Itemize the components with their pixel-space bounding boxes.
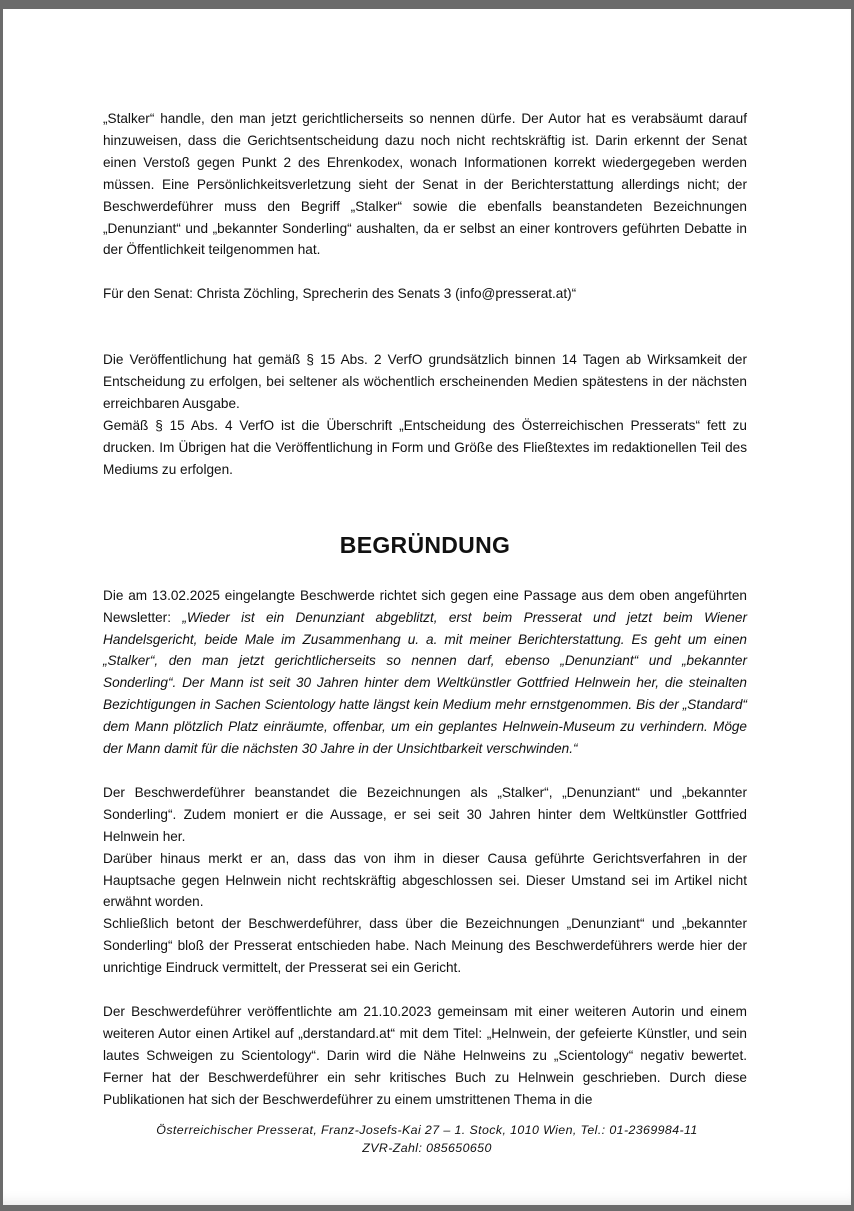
- objection-press-council-paragraph: Schließlich betont der Beschwerdeführer, dass über die Bezeichnungen „Denunziant“ und „bekannter Sonderling“ bloß der Presserat entschieden habe. Nach Meinung des Beschwerdeführers werde hier der unrichtige Eindruck vermittelt, der Presserat sei ein Gericht.: [103, 916, 747, 976]
- senate-decision-paragraph: „Stalker“ handle, den man jetzt gerichtlicherseits so nennen dürfe. Der Autor hat es verabsäumt darauf hinzuweisen, dass die Gerichtsentscheidung dazu noch nicht rechtskräftig ist. Darin erkennt der Senat einen Verstoß gegen Punkt 2 des Ehrenkodex, wonach Informationen korrekt wiedergegeben werden müssen. Eine Persönlichkeitsverletzung sieht der Senat in der Berichterstattung allerdings nicht; der Beschwerdeführer muss den Begriff „Stalker“ sowie die ebenfalls beanstandeten Bezeichnungen „Denunziant“ und „bekannter Sonderling“ aushalten, da er selbst an einer kontrovers geführten Debatte in der Öffentlichkeit teilgenommen hat.: [103, 111, 747, 258]
- footer-address: Österreichischer Presserat, Franz-Josefs-Kai 27 – 1. Stock, 1010 Wien, Tel.: 01-2369984-11: [156, 1123, 698, 1137]
- objection-court-proceedings-paragraph: Darüber hinaus merkt er an, dass das von ihm in dieser Causa geführte Gerichtsverfahren in der Hauptsache gegen Helnwein nicht rechtskräftig abgeschlossen sei. Dieser Umstand sei im Artikel nicht erwähnt worden.: [103, 850, 747, 910]
- document-page: [3, 9, 851, 1205]
- newsletter-quote: „Wieder ist ein Denunziant abgeblitzt, erst beim Presserat und jetzt beim Wiener Handelsgericht, beide Male im Zusammenhang u. a. mit meiner Berichterstattung. Es geht um einen „Stalker“, den man jetzt gerichtlicherseits so nennen darf, ebenso „Denunziant“ und „bekannter Sonderling“. Der Mann ist seit 30 Jahren hinter dem Weltkünstler Gottfried Helnwein her, die steinalten Bezichtigungen in Sachen Scientology hatte längst kein Medium mehr ernstgenommen. Bis der „Standard“ dem Mann plötzlich Platz einräumte, offenbar, um ein geplantes Helnwein-Museum zu verhindern. Möge der Mann damit für die nächsten 30 Jahre in der Unsichtbarkeit verschwinden.“: [103, 609, 748, 757]
- complaint-paragraph: [103, 585, 747, 760]
- section-heading-begruendung: BEGRÜNDUNG: [339, 531, 511, 558]
- footer-registration-number: ZVR-Zahl: 085650650: [362, 1141, 492, 1155]
- publication-format-paragraph: Gemäß § 15 Abs. 4 VerfO ist die Überschrift „Entscheidung des Österreichischen Presserats“ fett zu drucken. Im Übrigen hat die Veröffentlichung in Form und Größe des Fließtextes im redaktionellen Teil des Mediums zu erfolgen.: [103, 417, 747, 477]
- page-body: [103, 108, 747, 1111]
- objection-designations-paragraph: Der Beschwerdeführer beanstandet die Bezeichnungen als „Stalker“, „Denunziant“ und „bekannter Sonderling“. Zudem moniert er die Aussage, er sei seit 30 Jahren hinter dem Weltkünstler Gottfried Helnwein her.: [103, 784, 747, 844]
- publication-deadline-paragraph: Die Veröffentlichung hat gemäß § 15 Abs. 2 VerfO grundsätzlich binnen 14 Tagen ab Wirksamkeit der Entscheidung zu erfolgen, bei seltener als wöchentlich erscheinenden Medien spätestens in der nächsten erreichbaren Ausgabe.: [103, 352, 747, 412]
- complaint-intro-text: Die am 13.02.2025 eingelangte Beschwerde richtet sich gegen eine Passage aus dem oben angeführten Newsletter:: [103, 587, 747, 625]
- complainant-background-paragraph: Der Beschwerdeführer veröffentlichte am 21.10.2023 gemeinsam mit einer weiteren Autorin und einem weiteren Autor einen Artikel auf „derstandard.at“ mit dem Titel: „Helnwein, der gefeierte Künstler, und sein lautes Schweigen zu Scientology“. Darin wird die Nähe Helnweins zu „Scientology“ negativ bewertet. Ferner hat der Beschwerdeführer ein sehr kritisches Buch zu Helnwein geschrieben. Durch diese Publikationen hat sich der Beschwerdeführer zu einem umstrittenen Thema in die: [103, 1004, 747, 1107]
- senate-signature: Für den Senat: Christa Zöchling, Sprecherin des Senats 3 (info@presserat.at)“: [103, 286, 577, 302]
- page-footer: [3, 1121, 851, 1157]
